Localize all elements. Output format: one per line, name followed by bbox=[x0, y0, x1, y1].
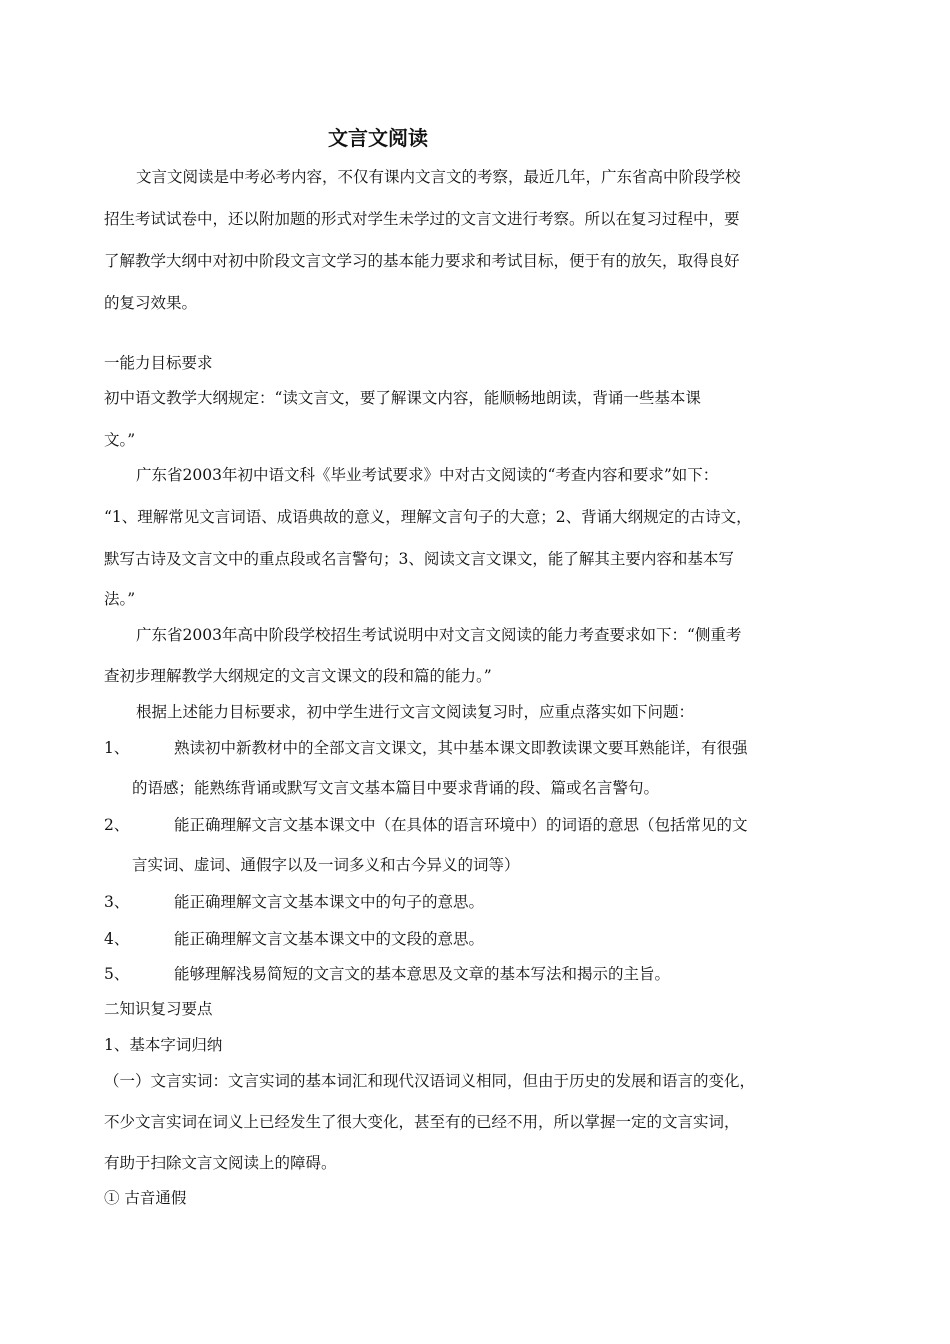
shici-line: （一）文言实词：文言实词的基本词汇和现代汉语词义相同，但由于历史的发展和语言的变化， bbox=[104, 1072, 756, 1090]
syllabus-line: 文。” bbox=[104, 431, 136, 449]
list-item-number: 5、 bbox=[104, 965, 130, 983]
hs-requirement-line: 查初步理解教学大纲规定的文言文课文的段和篇的能力。” bbox=[104, 667, 492, 685]
intro-line: 的复习效果。 bbox=[104, 294, 198, 312]
intro-line: 了解教学大纲中对初中阶段文言文学习的基本能力要求和考试目标，便于有的放矢，取得良好 bbox=[104, 252, 740, 270]
point-heading: ① 古音通假 bbox=[104, 1189, 187, 1207]
list-item: 能正确理解文言文基本课文中（在具体的语言环境中）的词语的意思（包括常见的文 bbox=[174, 816, 748, 834]
list-item: 能正确理解文言文基本课文中的文段的意思。 bbox=[174, 930, 485, 948]
section-heading: 二知识复习要点 bbox=[104, 1000, 213, 1018]
shici-line: 不少文言实词在词义上已经发生了很大变化，甚至有的已经不用，所以掌握一定的文言实词， bbox=[104, 1113, 740, 1131]
list-item: 能够理解浅易简短的文言文的基本意思及文章的基本写法和揭示的主旨。 bbox=[174, 965, 671, 983]
list-item-continuation: 的语感；能熟练背诵或默写文言文基本篇目中要求背诵的段、篇或名言警句。 bbox=[132, 779, 660, 797]
list-item-continuation: 言实词、虚词、通假字以及一词多义和古今异义的词等） bbox=[132, 856, 520, 874]
page-title: 文言文阅读 bbox=[328, 126, 428, 150]
intro-line: 招生考试试卷中，还以附加题的形式对学生未学过的文言文进行考察。所以在复习过程中，要 bbox=[104, 210, 740, 228]
list-item-number: 1、 bbox=[104, 739, 130, 757]
exam-requirement-line: 默写古诗及文言文中的重点段或名言警句；3、阅读文言文课文，能了解其主要内容和基本写 bbox=[104, 550, 734, 568]
hs-requirement-line: 广东省2003年高中阶段学校招生考试说明中对文言文阅读的能力考查要求如下：“侧重考 bbox=[136, 626, 742, 644]
exam-requirement-line: “1、理解常见文言词语、成语典故的意义，理解文言句子的大意；2、背诵大纲规定的古诗文， bbox=[104, 508, 752, 526]
intro-line: 文言文阅读是中考必考内容，不仅有课内文言文的考察，最近几年，广东省高中阶段学校 bbox=[136, 168, 741, 186]
syllabus-line: 初中语文教学大纲规定：“读文言文，要了解课文内容，能顺畅地朗读，背诵一些基本课 bbox=[104, 389, 701, 407]
subsection-heading: 1、基本字词归纳 bbox=[104, 1036, 223, 1054]
list-item: 能正确理解文言文基本课文中的句子的意思。 bbox=[174, 893, 485, 911]
list-item-number: 4、 bbox=[104, 930, 130, 948]
list-item-number: 2、 bbox=[104, 816, 130, 834]
shici-line: 有助于扫除文言文阅读上的障碍。 bbox=[104, 1154, 337, 1172]
section-heading: 一能力目标要求 bbox=[104, 354, 213, 372]
exam-requirement-line: 广东省2003年初中语文科《毕业考试要求》中对古文阅读的“考查内容和要求”如下： bbox=[136, 466, 719, 484]
exam-requirement-line: 法。” bbox=[104, 590, 136, 608]
list-item-number: 3、 bbox=[104, 893, 130, 911]
list-item: 熟读初中新教材中的全部文言文课文，其中基本课文即教读课文要耳熟能详，有很强 bbox=[174, 739, 748, 757]
lead-line: 根据上述能力目标要求，初中学生进行文言文阅读复习时，应重点落实如下问题： bbox=[136, 703, 695, 721]
